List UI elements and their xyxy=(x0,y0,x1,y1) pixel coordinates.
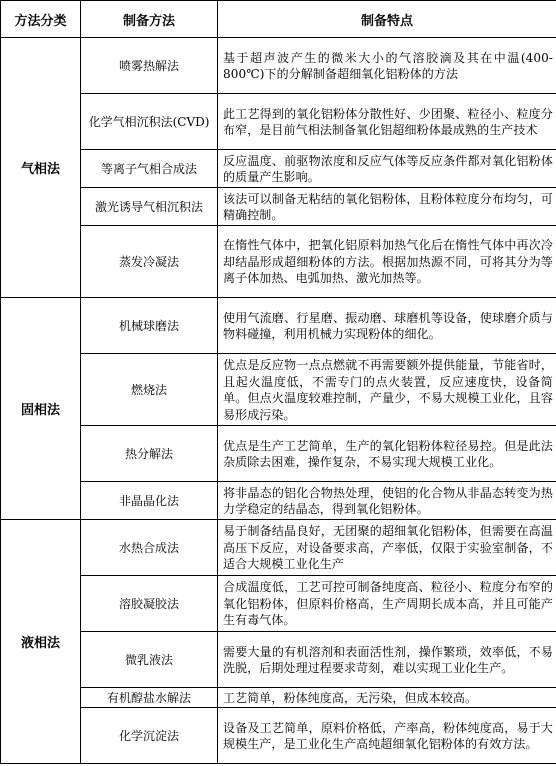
method-name: 机械球磨法 xyxy=(81,298,218,354)
header-category: 方法分类 xyxy=(1,1,81,38)
method-name: 有机醇盐水解法 xyxy=(81,688,218,708)
method-feature: 设备及工艺简单，原料价格低，产率高，粉体纯度高，易于大规模生产，是工业化生产高纯超细氧化铝粉体的有效方法。 xyxy=(218,708,556,764)
method-feature: 需要大量的有机溶剂和表面活性剂，操作繁琐，效率低，不易洗脱，后期处理过程要求苛刻，难以实现工业化生产。 xyxy=(218,632,556,688)
method-feature: 该法可以制备无粘结的氧化铝粉体，且粉体粒度分布均匀，可精确控制。 xyxy=(218,188,556,226)
table-row xyxy=(1,632,556,688)
method-feature: 基于超声波产生的微米大小的气溶胶滴及其在中温(400-800℃)下的分解制备超细氧化铝粉体的方法 xyxy=(218,38,556,94)
method-name: 化学沉淀法 xyxy=(81,708,218,764)
method-name: 溶胶凝胶法 xyxy=(81,576,218,632)
method-feature: 此工艺得到的氧化铝粉体分散性好、少团聚、粒径小、粒度分布窄，是目前气相法制备氧化铝超细粉体最成熟的生产技术 xyxy=(218,94,556,150)
table-row xyxy=(1,38,556,94)
method-feature: 将非晶态的铝化合物热处理，使铝的化合物从非晶态转变为热力学稳定的结晶态，得到氧化铝粉体。 xyxy=(218,482,556,520)
table-row xyxy=(1,94,556,150)
table-row xyxy=(1,226,556,298)
category-gas-phase: 气相法 xyxy=(1,38,81,298)
table-row xyxy=(1,188,556,226)
method-feature: 优点是生产工艺简单，生产的氧化铝粉体粒径易控。但是此法杂质除去困难，操作复杂，不易实现大规模工业化。 xyxy=(218,426,556,482)
method-feature: 合成温度低，工艺可控可制备纯度高、粒径小、粒度分布窄的氧化铝粉体，但原料价格高，生产周期长成本高，并且可能产生有毒气体。 xyxy=(218,576,556,632)
table-row xyxy=(1,298,556,354)
table-row xyxy=(1,482,556,520)
method-name: 热分解法 xyxy=(81,426,218,482)
header-feature: 制备特点 xyxy=(218,1,556,38)
method-name: 非晶晶化法 xyxy=(81,482,218,520)
method-name: 化学气相沉积法(CVD) xyxy=(81,94,218,150)
method-name: 燃烧法 xyxy=(81,354,218,426)
method-feature: 优点是反应物一点点燃就不再需要额外提供能量，节能省时，且起火温度低，不需专门的点火装置，反应速度快，设备简单。但点火温度较难控制，产量少，不易大规模工业化，且容易形成污染。 xyxy=(218,354,556,426)
method-feature: 反应温度、前驱物浓度和反应气体等反应条件都对氧化铝粉体的质量产生影响。 xyxy=(218,150,556,188)
method-name: 等离子气相合成法 xyxy=(81,150,218,188)
table-row xyxy=(1,688,556,708)
category-liquid-phase: 液相法 xyxy=(1,520,81,764)
method-name: 蒸发冷凝法 xyxy=(81,226,218,298)
table-row xyxy=(1,576,556,632)
method-feature: 在惰性气体中，把氧化铝原料加热气化后在惰性气体中再次冷却结晶形成超细粉体的方法。根据加热源不同，可将其分为等离子体加热、电弧加热、激光加热等。 xyxy=(218,226,556,298)
method-feature: 工艺简单，粉体纯度高，无污染，但成本较高。 xyxy=(218,688,556,708)
table-row xyxy=(1,150,556,188)
table-row xyxy=(1,520,556,576)
method-name: 喷雾热解法 xyxy=(81,38,218,94)
table-row xyxy=(1,708,556,764)
header-row xyxy=(1,1,556,38)
table-row xyxy=(1,426,556,482)
method-feature: 使用气流磨、行星磨、振动磨、球磨机等设备，使球磨介质与物料碰撞，利用机械力实现粉体的细化。 xyxy=(218,298,556,354)
method-name: 激光诱导气相沉积法 xyxy=(81,188,218,226)
category-solid-phase: 固相法 xyxy=(1,298,81,520)
method-name: 水热合成法 xyxy=(81,520,218,576)
header-method: 制备方法 xyxy=(81,1,218,38)
method-feature: 易于制备结晶良好，无团聚的超细氧化铝粉体，但需要在高温高压下反应，对设备要求高，产率低，仅限于实验室制备，不适合大规模工业化生产 xyxy=(218,520,556,576)
method-name: 微乳液法 xyxy=(81,632,218,688)
table-row xyxy=(1,354,556,426)
